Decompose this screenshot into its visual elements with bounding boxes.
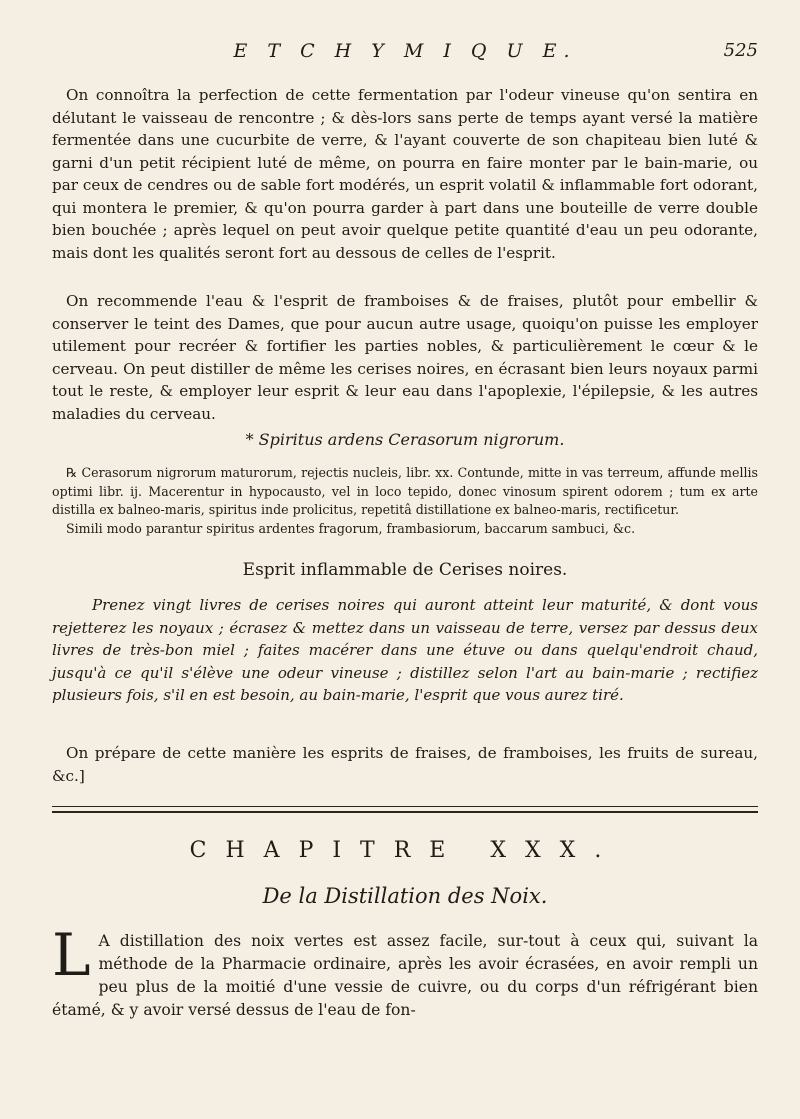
- paragraph-framboises: [52, 290, 758, 425]
- chapter-title: De la Distillation des Noix.: [262, 884, 548, 908]
- latin-body-2: Simili modo parantur spiritus ardentes fragorum, frambasiorum, baccarum sambuci, &c.: [66, 520, 636, 536]
- recipe-body: Prenez vingt livres de cerises noires qui auront atteint leur maturité, & dont vous rejetterez les noyaux ; écrasez & mettez dans un vaisseau de terre, versez par dessus deux livres de très-bon miel ; faites macérer dans une étuve ou dans quelqu'endroit chaud, jusqu'à ce qu'il s'élève une odeur vineuse ; distillez selon l'art au bain-marie ; rectifiez plusieurs fois, s'il en est besoin, au bain-marie, l'esprit que vous aurez tiré.: [52, 596, 758, 704]
- closing-text: On prépare de cette manière les esprits de fraises, de framboises, les fruits de sureau, &c.]: [52, 744, 758, 785]
- page-number: 525: [723, 40, 758, 61]
- running-head: [52, 40, 758, 70]
- paragraph-text: On recommende l'eau & l'esprit de framboises & de fraises, plutôt pour embellir & conserver le teint des Dames, que pour aucun autre usage, quoiqu'on puisse les employer utilement pour recréer & fortifier les parties nobles, & particulièrement le cœur & le cerveau. On peut distiller de même les cerises noires, en écrasant bien leurs noyaux parmi tout le reste, & employer leur esprit & leur eau dans l'apoplexie, l'épilepsie, & les autres maladies du cerveau.: [52, 292, 758, 423]
- latin-heading: * Spiritus ardens Cerasorum nigrorum.: [245, 430, 565, 449]
- drop-cap: L: [52, 921, 91, 989]
- paragraph-fermentation: [52, 84, 758, 264]
- chapter-opening-text: A distillation des noix vertes est assez facile, sur-tout à ceux qui, suivant la méthode de la Pharmacie ordinaire, après les avoir écrasées, en avoir rempli un peu plus de la moitié d'une vessie de cuivre, ou du corps d'un réfrigérant bien étamé, & y avoir versé dessus de l'eau de fon-: [52, 932, 758, 1019]
- latin-body: ℞ Cerasorum nigrorum maturorum, rejectis nucleis, libr. xx. Contunde, mitte in vas terreum, affunde mellis optimi libr. ij. Macerentur in hypocausto, vel in loco tepido, donec vinosum spirent odorem ; tum ex arte distilla ex balneo-maris, spiritus inde prolicitus, repetitâ distillatione ex balneo-maris, rectificetur.: [52, 465, 758, 517]
- french-recipe-heading: Esprit inflammable de Cerises noires.: [242, 560, 568, 580]
- chapter-label: CHAPITRE XXX.: [189, 838, 621, 863]
- french-recipe: [52, 594, 758, 707]
- paragraph-text: On connoîtra la perfection de cette fermentation par l'odeur vineuse qu'on sentira en délutant le vaisseau de rencontre ; & dès-lors sans perte de temps ayant versé la matière fermentée dans une cucurbite de verre, & l'ayant couverte de son chapiteau bien luté & garni d'un petit récipient luté de même, on pourra en faire monter par le bain-marie, ou par ceux de cendres ou de sable fort modérés, un esprit volatil & inflammable fort odorant, qui montera le premier, & qu'on pourra garder à part dans une bouteille de verre double bien bouchée ; après lequel on peut avoir quelque petite quantité d'eau un peu odorante, mais dont les qualités seront fort au dessous de celles de l'esprit.: [52, 86, 758, 262]
- closing-paragraph: [52, 742, 758, 787]
- chapter-opening: [52, 921, 758, 1022]
- latin-recipe: [52, 464, 758, 538]
- section-divider: [52, 806, 758, 813]
- running-head-title: E T C H Y M I Q U E.: [233, 40, 577, 62]
